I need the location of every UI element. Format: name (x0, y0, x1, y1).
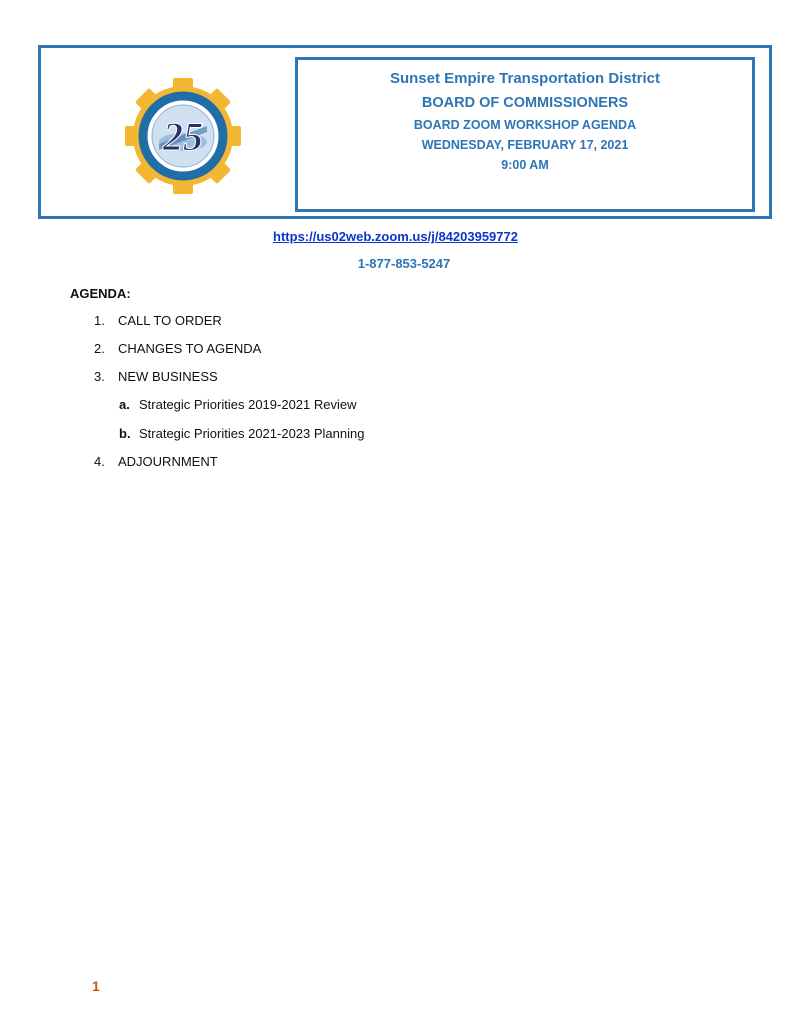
meeting-date: WEDNESDAY, FEBRUARY 17, 2021 (421, 138, 629, 152)
item-label: CHANGES TO AGENDA (118, 341, 262, 356)
item-label: CALL TO ORDER (118, 313, 222, 328)
agenda-title: BOARD ZOOM WORKSHOP AGENDA (413, 118, 637, 132)
organization-name: Sunset Empire Transportation District (389, 70, 661, 87)
agenda-item (94, 341, 261, 356)
agenda-item (94, 369, 218, 384)
meeting-time: 9:00 AM (501, 158, 549, 172)
district-25-logo (123, 76, 243, 196)
item-number: 4. (94, 454, 105, 469)
item-number: 3. (94, 369, 105, 384)
item-number: 1. (94, 313, 105, 328)
sub-item-letter: a. (119, 397, 130, 412)
page-number: 1 (92, 978, 100, 994)
zoom-meeting-link[interactable]: https://us02web.zoom.us/j/84203959772 (273, 229, 518, 244)
agenda-sub-item (119, 426, 364, 441)
agenda-item (94, 454, 218, 469)
sub-item-label: Strategic Priorities 2019-2021 Review (139, 397, 357, 412)
item-label: NEW BUSINESS (118, 369, 218, 384)
item-number: 2. (94, 341, 105, 356)
logo-number: 25 (163, 114, 203, 159)
sub-item-letter: b. (119, 426, 131, 441)
dial-in-phone: 1-877-853-5247 (357, 256, 451, 271)
header-box (38, 45, 772, 219)
sub-item-label: Strategic Priorities 2021-2023 Planning (139, 426, 365, 441)
item-label: ADJOURNMENT (118, 454, 218, 469)
agenda-sub-item (119, 397, 357, 412)
agenda-item (94, 313, 222, 328)
agenda-heading: AGENDA: (70, 286, 131, 301)
title-box (295, 57, 755, 212)
board-name: BOARD OF COMMISSIONERS (421, 95, 629, 111)
